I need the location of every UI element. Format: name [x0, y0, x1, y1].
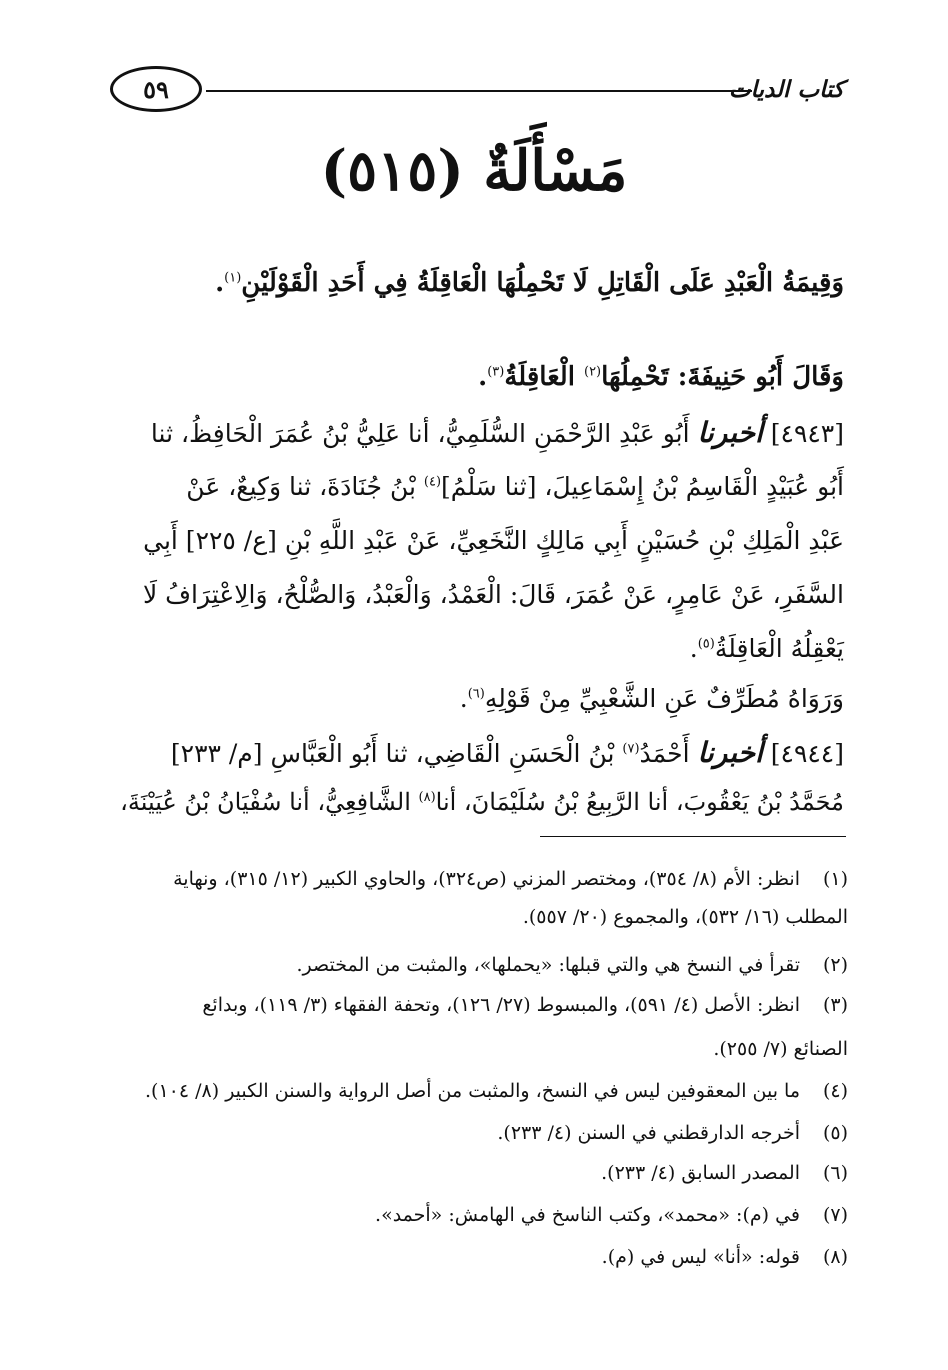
footnote-8: [108, 1240, 848, 1274]
footnote-1: [108, 862, 848, 896]
hadith-4943-text-2a: أَبُو عُبَيْدٍ الْقَاسِمُ بْنُ إِسْمَاعِيلَ، [ثنا سَلْمُ]: [441, 472, 844, 501]
footnote-text: انظر: الأم (٨/ ٣٥٤)، ومختصر المزني (ص٣٢٤)، والحاوي الكبير (١٢/ ٣١٥)، ونهاية: [173, 868, 800, 890]
footnote-text: أخرجه الدارقطني في السنن (٤/ ٢٣٣).: [497, 1122, 800, 1144]
footnote-mark-6: (٦): [467, 686, 485, 702]
footnote-mark-3: (٣): [487, 364, 505, 380]
hadith-4944-text-2b: الشَّافِعِيُّ، أنا سُفْيَانُ بْنُ عُيَيْنَةَ،: [120, 788, 411, 816]
hadith-4943-text-3: عَبْدِ الْمَلِكِ بْنِ حُسَيْنٍ أَبِي مَالِكٍ النَّخَعِيِّ، عَنْ عَبْدِ اللَّهِ بْنِ [ع/ ٢٢٥] أَبِي: [143, 526, 844, 555]
footnote-number: (٥): [822, 1122, 848, 1144]
footnote-text: تقرأ في النسخ هي والتي قبلها: «يحملها»، والمثبت من المختصر.: [296, 954, 800, 976]
footnote-7: [108, 1198, 848, 1232]
footnote-mark-4: (٤): [423, 474, 442, 490]
main-text: [108, 0, 844, 840]
hadith-4943-text-5: يَعْقِلُهُ الْعَاقِلَةُ: [714, 634, 844, 663]
hadith-4943-line-4: [108, 580, 844, 609]
hanafi-view-text: وَقَالَ أَبُو حَنِيفَةَ: تَحْمِلُهَا: [601, 362, 844, 392]
footnote-3: [108, 988, 848, 1022]
footnote-5: [108, 1116, 848, 1150]
footnote-mark-5: (٥): [697, 636, 715, 652]
footnote-mark-2: (٢): [583, 364, 602, 380]
footnote-number: (٧): [822, 1204, 848, 1226]
hadith-4944-ahmad: أَحْمَدُ: [639, 739, 690, 768]
chapter-title: مَسْأَلَةٌ (٥١٥): [320, 138, 628, 204]
footnote-number: (٦): [822, 1162, 848, 1184]
footnote-number: (٤): [822, 1080, 848, 1102]
footnote-text: انظر: الأصل (٤/ ٥٩١)، والمبسوط (٢٧/ ١٢٦)، وتحفة الفقهاء (٣/ ١١٩)، وبدائع: [202, 994, 800, 1016]
footnote-text: في (م): «محمد»، وكتب الناسخ في الهامش: «أحمد».: [375, 1204, 800, 1226]
footnote-2: [108, 948, 848, 982]
footnote-text: المصدر السابق (٤/ ٢٣٣).: [601, 1162, 800, 1184]
hanafi-view-aqila: الْعَاقِلَةُ: [504, 362, 575, 392]
mutarrif-text: وَرَوَاهُ مُطَرِّفٌ عَنِ الشَّعْبِيِّ مِنْ قَوْلِهِ: [484, 684, 844, 713]
hadith-4943-line-2: [108, 472, 844, 501]
hadith-4944-line-2: [108, 788, 844, 816]
hadith-4943-line-5: يَعْقِلُهُ الْعَاقِلَةُ$^{(٥)}$.: [689, 634, 844, 663]
hadith-4944-text-2a: مُحَمَّدُ بْنُ يَعْقُوبَ، أنا الرَّبِيعُ بْنُ سُلَيْمَانَ، أنا: [435, 788, 844, 816]
hadith-4944-text-1: بْنُ الْحَسَنِ الْقَاضِي، ثنا أَبُو الْعَبَّاسِ [م/ ٢٣٣]: [170, 739, 615, 768]
footnote-text: قوله: «أنا» ليس في (م).: [601, 1246, 800, 1268]
hadith-4943-text-4: السَّفَرِ، عَنْ عَامِرٍ، عَنْ عُمَرَ، قَالَ: الْعَمْدُ، وَالْعَبْدُ، وَالصُّلْحُ، وَالِاعْتِرَافُ لَا: [142, 580, 844, 609]
hanafi-view: وَقَالَ أَبُو حَنِيفَةَ: تَحْمِلُهَا$^{(٢)}$ الْعَاقِلَةُ$^{(٣)}$.: [478, 362, 844, 392]
footnote-mark-7: (٧): [622, 741, 640, 757]
issue-statement: وَقِيمَةُ الْعَبْدِ عَلَى الْقَاتِلِ لَا تَحْمِلُهَا الْعَاقِلَةُ فِي أَحَدِ الْقَوْلَيْنِ$^{(١)}$.: [215, 268, 844, 298]
page-number: ٥٩: [110, 66, 202, 112]
footnote-number: (٣): [822, 994, 848, 1016]
footnote-6: [108, 1156, 848, 1190]
footnote-3-continued: [108, 1032, 848, 1066]
footnote-number: (١): [822, 868, 848, 890]
hadith-4944-line-1: [108, 736, 844, 769]
issue-text: وَقِيمَةُ الْعَبْدِ عَلَى الْقَاتِلِ لَا تَحْمِلُهَا الْعَاقِلَةُ فِي أَحَدِ الْقَوْلَيْنِ: [241, 268, 844, 298]
footnote-4: [108, 1074, 848, 1108]
footnote-number: (٨): [822, 1246, 848, 1268]
footnote-mark-8: (٨): [418, 790, 436, 805]
footnote-number: (٢): [822, 954, 848, 976]
footnote-separator: [540, 836, 846, 837]
hadith-number-4944: [٤٩٤٤]: [770, 739, 844, 768]
hadith-number-4943: [٤٩٤٣]: [770, 419, 844, 448]
footnote-text: المطلب (١٦/ ٥٣٢)، والمجموع (٢٠/ ٥٥٧).: [522, 906, 848, 928]
hadith-4943-line-3: [108, 526, 844, 555]
hadith-4943-text-1: أَبُو عَبْدِ الرَّحْمَنِ السُّلَمِيُّ، أنا عَلِيُّ بْنُ عُمَرَ الْحَافِظُ، ثنا: [150, 419, 690, 448]
akhbarana-label-2: أخبرنا: [697, 736, 763, 769]
akhbarana-label-1: أخبرنا: [697, 416, 763, 449]
footnote-mark-1: (١): [224, 270, 242, 286]
book-title: كتاب الديات: [728, 75, 844, 103]
footnote-text: الصنائع (٧/ ٢٥٥).: [713, 1038, 848, 1060]
footnote-text: ما بين المعقوفين ليس في النسخ، والمثبت من أصل الرواية والسنن الكبير (٨/ ١٠٤).: [145, 1080, 800, 1102]
footnote-1-continued: [108, 900, 848, 934]
hadith-4943-line-1: [108, 416, 844, 449]
hadith-4943-text-2b: بْنُ جُنَادَةَ، ثنا وَكِيعٌ، عَنْ: [186, 472, 416, 501]
mutarrif-narration: وَرَوَاهُ مُطَرِّفٌ عَنِ الشَّعْبِيِّ مِنْ قَوْلِهِ$^{(٦)}$.: [459, 684, 844, 713]
